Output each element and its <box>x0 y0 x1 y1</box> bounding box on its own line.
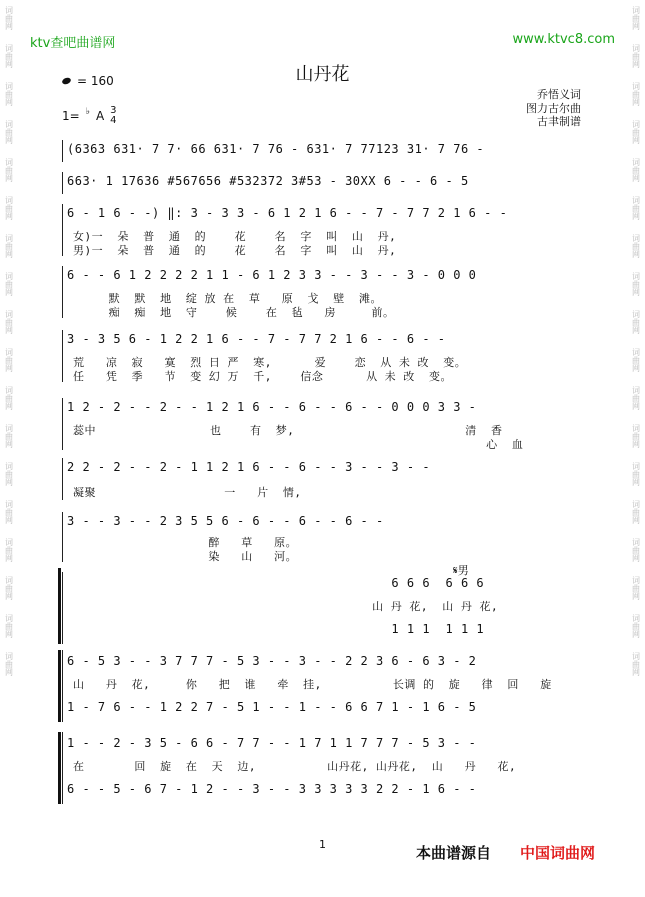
watermark-text: 词曲网 <box>631 158 641 182</box>
music-notes-harmony: 6 - - 5 - 6 7 - 1 2 - - 3 - - 3 3 3 3 3 2 2 - 1 6 - - <box>67 782 477 796</box>
score-line <box>62 732 583 804</box>
music-notes: 6 - - 6 1 2 2 2 2 1 1 - 6 1 2 3 3 - - 3 - - 3 - 0 0 0 <box>67 268 477 282</box>
page-number: 1 <box>319 838 326 851</box>
music-notes: 6 - 1 6 - -) ‖: 3 - 3 3 - 6 1 2 1 6 - - 7 - 7 7 2 1 6 - - <box>67 206 508 220</box>
watermark-left <box>2 0 16 897</box>
watermark-text: 词曲网 <box>631 652 641 676</box>
score-line <box>62 204 583 256</box>
watermark-text: 词曲网 <box>4 82 14 106</box>
music-notes: 1 2 - 2 - - 2 - - 1 2 1 6 - - 6 - - 6 - - 0 0 0 3 3 - <box>67 400 477 414</box>
watermark-text: 词曲网 <box>631 500 641 524</box>
watermark-text: 词曲网 <box>631 348 641 372</box>
watermark-text: 词曲网 <box>631 310 641 334</box>
lyric-male: 山 丹 花, 你 把 谁 牵 挂, 长调 的 旋 律 回 旋 <box>73 678 552 691</box>
key-prefix: 1= <box>62 109 80 123</box>
music-notes: 2 2 - 2 - - 2 - 1 1 2 1 6 - - 6 - - 3 - - 3 - - <box>67 460 431 474</box>
watermark-text: 词曲网 <box>4 614 14 638</box>
watermark-text: 词曲网 <box>631 44 641 68</box>
watermark-text: 词曲网 <box>4 538 14 562</box>
music-notes: 3 - 3 5 6 - 1 2 2 1 6 - - 7 - 7 7 2 1 6 - - 6 - - <box>67 332 446 346</box>
tempo-mark <box>62 74 114 88</box>
key-signature <box>62 106 117 126</box>
time-top: 3 <box>110 105 117 116</box>
watermark-text: 词曲网 <box>631 576 641 600</box>
watermark-text: 词曲网 <box>4 310 14 334</box>
score-line <box>62 398 583 450</box>
flat-icon: ♭ <box>85 107 90 117</box>
score-line <box>62 266 583 318</box>
watermark-text: 词曲网 <box>4 576 14 600</box>
watermark-text: 词曲网 <box>631 82 641 106</box>
song-title: 山丹花 <box>295 64 350 85</box>
music-notes: 663· 1 17636 #567656 #532372 3#53 - 30XX 6 - - 6 - 5 <box>67 174 469 188</box>
watermark-text: 词曲网 <box>631 538 641 562</box>
score-line <box>62 140 583 162</box>
system-bracket <box>58 732 65 804</box>
watermark-right <box>629 0 643 897</box>
watermark-text: 词曲网 <box>4 158 14 182</box>
lyricist: 乔悟义词 <box>537 88 581 101</box>
watermark-text: 词曲网 <box>631 234 641 258</box>
score-line <box>62 172 583 194</box>
lyric-male: 染 山 河。 <box>73 550 298 563</box>
score-line <box>62 564 583 644</box>
watermark-text: 词曲网 <box>4 196 14 220</box>
system-bracket <box>58 650 65 722</box>
watermark-text: 词曲网 <box>631 272 641 296</box>
music-notes-harmony: 1 - 7 6 - - 1 2 2 7 - 5 1 - - 1 - - 6 6 7 1 - 1 6 - 5 <box>67 700 477 714</box>
lyric-male: 心 血 <box>73 438 524 451</box>
whole-note-icon <box>61 77 72 86</box>
score-line <box>62 512 583 562</box>
music-notes: 1 - - 2 - 3 5 - 6 6 - 7 7 - - 1 7 1 1 7 7 7 - 5 3 - - <box>67 736 477 750</box>
lyric-female: 默 默 地 绽 放 在 草 原 戈 壁 滩。 <box>73 292 382 305</box>
music-notes: 6 6 6 6 6 6 <box>67 576 485 590</box>
system-bracket <box>58 568 65 644</box>
watermark-text: 词曲网 <box>4 652 14 676</box>
watermark-text: 词曲网 <box>4 386 14 410</box>
watermark-text: 词曲网 <box>4 44 14 68</box>
watermark-text: 词曲网 <box>631 462 641 486</box>
lyric-female: 醉 草 原。 <box>73 536 298 549</box>
segno-male-label: 𝄋男 <box>453 564 469 577</box>
arranger: 古聿制谱 <box>537 115 581 128</box>
lyric-male: 痴 痴 地 守 候 在 毡 房 前。 <box>73 306 395 319</box>
watermark-text: 词曲网 <box>631 386 641 410</box>
watermark-text: 词曲网 <box>4 234 14 258</box>
lyric-female: 女)一 朵 普 通 的 花 名 字 叫 山 丹, <box>73 230 397 243</box>
source-label: 本曲谱源自 <box>416 844 492 862</box>
music-notes: 6 - 5 3 - - 3 7 7 7 - 5 3 - - 3 - - 2 2 3 6 - 6 3 - 2 <box>67 654 477 668</box>
credits <box>526 88 581 129</box>
watermark-text: 词曲网 <box>4 6 14 30</box>
lyric-male: 任 凭 季 节 变 幻 万 千, 信念 从 未 改 变。 <box>73 370 453 383</box>
lyric-female: 蕊中 也 有 梦, 清 香 <box>73 424 503 437</box>
watermark-text: 词曲网 <box>4 272 14 296</box>
lyric-female: 凝聚 一 片 情, <box>73 486 302 499</box>
watermark-text: 词曲网 <box>4 462 14 486</box>
music-notes-harmony: 1 1 1 1 1 1 <box>67 622 485 636</box>
time-signature <box>110 106 116 126</box>
composer: 图力古尔曲 <box>526 101 581 115</box>
score-line <box>62 330 583 382</box>
music-notes: (6363 631· 7 7· 66 631· 7 76 - 631· 7 77123 31· 7 76 - <box>67 142 485 156</box>
site-name-left[interactable]: ktv查吧曲谱网 <box>30 36 116 51</box>
site-url-right[interactable]: www.ktvc8.com <box>512 32 615 47</box>
watermark-text: 词曲网 <box>631 196 641 220</box>
music-notes: 3 - - 3 - - 2 3 5 5 6 - 6 - - 6 - - 6 - - <box>67 514 384 528</box>
watermark-text: 词曲网 <box>631 614 641 638</box>
lyric-male: 在 回 旋 在 天 边, 山丹花, 山丹花, 山 丹 花, <box>73 760 517 773</box>
watermark-text: 词曲网 <box>4 424 14 448</box>
brand-link[interactable]: 中国词曲网 <box>520 844 596 862</box>
watermark-text: 词曲网 <box>4 500 14 524</box>
watermark-text: 词曲网 <box>631 424 641 448</box>
lyric-male: 山 丹 花, 山 丹 花, <box>73 600 499 613</box>
tempo-value: = 160 <box>77 74 114 88</box>
score-line <box>62 458 583 500</box>
time-bottom: 4 <box>110 115 117 126</box>
watermark-text: 词曲网 <box>4 348 14 372</box>
watermark-text: 词曲网 <box>631 6 641 30</box>
lyric-female: 荒 凉 寂 寞 烈 日 严 寒, 爱 恋 从 未 改 变。 <box>73 356 467 369</box>
key-note: A <box>95 109 105 123</box>
watermark-text: 词曲网 <box>4 120 14 144</box>
score-line <box>62 650 583 722</box>
lyric-male: 男)一 朵 普 通 的 花 名 字 叫 山 丹, <box>73 244 397 257</box>
watermark-text: 词曲网 <box>631 120 641 144</box>
